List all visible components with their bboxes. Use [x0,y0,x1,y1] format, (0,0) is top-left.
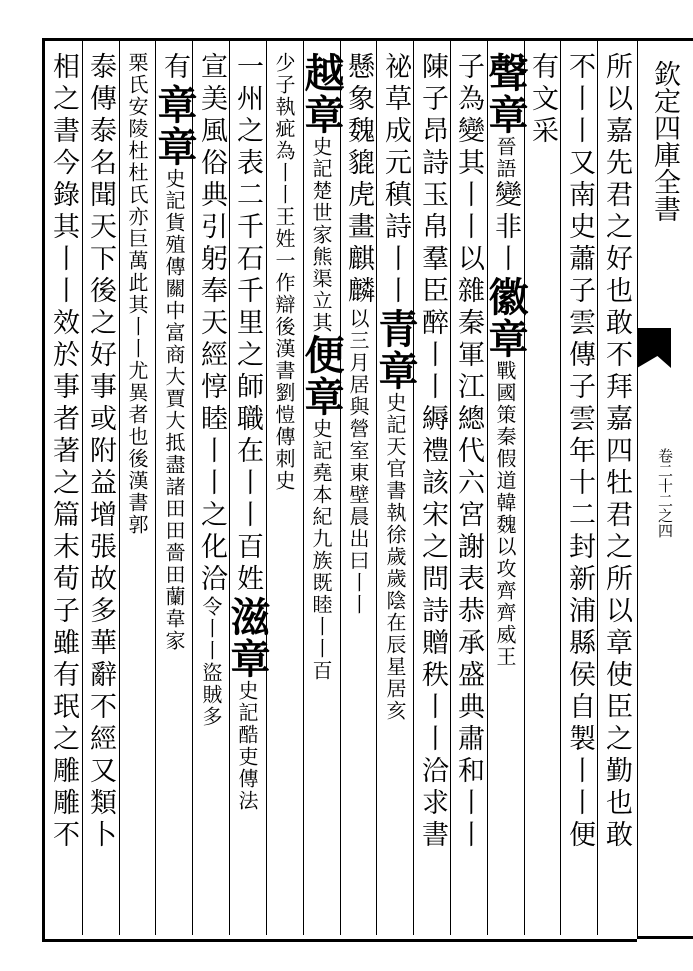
collection-title: 欽定四庫全書 [649,60,680,222]
text-segment: 有文 [527,52,558,116]
volume-marker: 卷二十二之四 [656,448,674,538]
margin-bottom-rule [637,936,693,939]
fish-tail-mark-icon [637,328,671,368]
text-segment: 晉語 [493,136,517,180]
entry-heading: 青章 [372,308,419,392]
text-segment: 栗氏安陵杜杜氏亦巨萬此其丨丨尤異者也後漢書郭 [125,52,149,536]
text-segment: 一州之表二千石千里之師職在丨丨百姓 [232,52,263,596]
text-column [41,52,85,932]
text-segment: 宣美風俗典引躬奉天經惇睦丨丨之化洽 [196,52,227,596]
entry-heading: 滋章 [224,596,271,680]
text-segment: 姓一作辯後漢書劉愷傳刺史 [272,228,296,492]
text-segment: 史記楚世家熊渠立其 [309,136,333,334]
text-segment: 祕草成元稹詩丨丨 [380,52,411,308]
text-segment: 陳子昂詩玉帛羣臣醉丨丨縟禮該宋之問詩贈秩丨丨洽求書 [417,52,448,852]
text-segment: 以三月居與營室東壁晨出曰丨丨 [346,308,370,616]
text-segment: 史記堯本紀九族既睦丨丨百 [309,418,333,682]
text-segment: 史記酷吏傳法 [235,680,259,812]
margin-strip [637,38,693,939]
text-segment: 有 [159,52,190,84]
text-segment: 采 [527,116,558,148]
text-segment: 子為變其丨丨以雜秦軍江總代六宮謝表恭承盛典肅和丨丨 [453,52,484,852]
text-segment: 史記天官書執徐歲歲陰在辰星居亥 [383,392,407,722]
margin-top-rule [637,38,693,41]
text-segment: 懸象魏貔虎畫麒麟 [343,52,374,308]
text-segment: 所以嘉先君之好也敢不拜嘉四牡君之所以章使臣之勤也敢 [601,52,632,852]
entry-heading: 越章 [298,52,345,136]
text-segment: 相之書今錄其丨丨效於事者著之篇末荀子雖有珉之雕雕不 [48,52,79,852]
text-segment: 史記貨殖傳關中富商大賈大抵盡諸田田嗇田蘭韋家 [162,168,186,652]
entry-heading: 徽章 [482,276,529,360]
text-segment: 變非丨 [490,180,521,276]
text-segment: 戰國策秦假道韓魏以攻齊齊威王 [493,360,517,668]
text-segment: 少子執疵為丨丨王 [272,52,296,228]
text-segment: 不丨丨又南史蕭子雲傳子雲年十二封新浦縣侯自製丨丨便 [564,52,595,852]
text-segment: 泰傳泰名聞天下後之好事或附益增張故多華辭不經又類卜 [85,52,116,852]
entry-heading: 便章 [298,334,345,418]
entry-heading: 聲章 [482,52,529,136]
text-segment: 令丨丨盜賊多 [199,596,223,728]
entry-heading: 章章 [151,84,198,168]
